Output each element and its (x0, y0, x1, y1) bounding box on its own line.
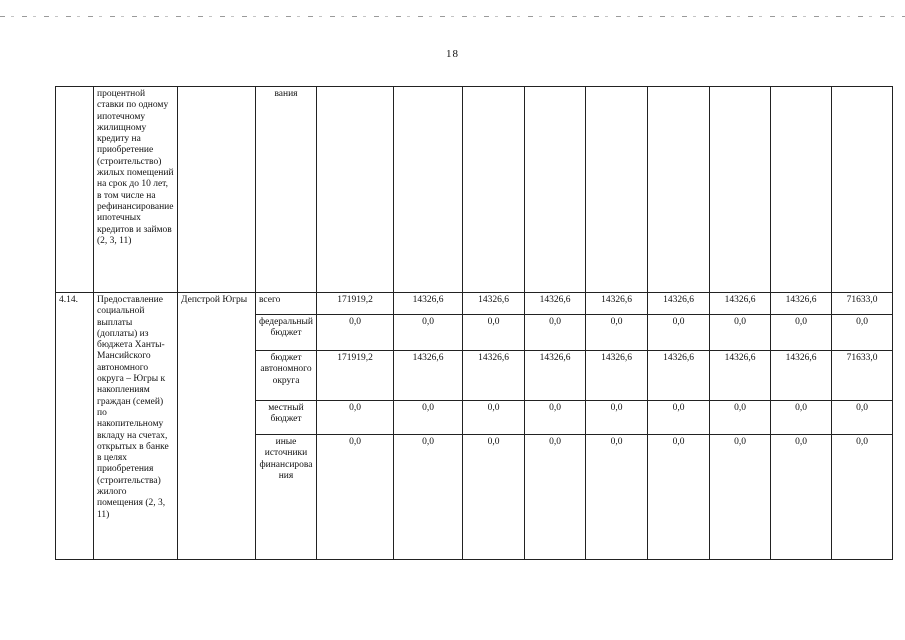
value-cell: 171919,2 (317, 351, 394, 401)
value-cell (525, 87, 586, 293)
budget-table (55, 86, 893, 560)
value-cell: 0,0 (710, 315, 771, 351)
table-row-total (56, 293, 893, 315)
value-cell: 0,0 (586, 315, 648, 351)
value-cell: 14326,6 (394, 351, 463, 401)
value-cell: 0,0 (463, 315, 525, 351)
value-cell: 14326,6 (525, 351, 586, 401)
value-cell: 0,0 (525, 435, 586, 560)
value-cell: 14326,6 (648, 351, 710, 401)
value-cell: 0,0 (710, 401, 771, 435)
value-cell: 71633,0 (832, 351, 893, 401)
value-cell: 0,0 (317, 435, 394, 560)
value-cell: 0,0 (832, 435, 893, 560)
value-cell: 0,0 (771, 435, 832, 560)
value-cell: 0,0 (317, 401, 394, 435)
page-number: 18 (446, 48, 459, 60)
value-cell (710, 87, 771, 293)
value-cell: 0,0 (463, 401, 525, 435)
funding-source-cell: бюджет автономного округа (256, 351, 317, 401)
value-cell: 14326,6 (463, 293, 525, 315)
executor-cell (178, 87, 256, 293)
value-cell: 0,0 (394, 401, 463, 435)
value-cell: 14326,6 (463, 351, 525, 401)
measure-number-cell: 4.14. (56, 293, 94, 560)
value-cell: 14326,6 (710, 351, 771, 401)
value-cell: 0,0 (394, 315, 463, 351)
value-cell (317, 87, 394, 293)
value-cell: 14326,6 (525, 293, 586, 315)
value-cell: 71633,0 (832, 293, 893, 315)
value-cell: 0,0 (771, 315, 832, 351)
measure-name-cell: Предоставление социальной выплаты (доплаты) из бюджета Ханты-Мансийского автономного округа – Югры к накоплениям граждан (семей) по накопительному вкладу на счетах, открытых в банке в целях приобретения (строительства) жилого помещения (2, 3, 11) (94, 293, 178, 560)
value-cell: 0,0 (648, 315, 710, 351)
value-cell: 0,0 (525, 401, 586, 435)
value-cell: 14326,6 (710, 293, 771, 315)
funding-source-cell: всего (256, 293, 317, 315)
value-cell: 0,0 (771, 401, 832, 435)
value-cell (648, 87, 710, 293)
funding-source-cell: вания (256, 87, 317, 293)
value-cell: 0,0 (586, 401, 648, 435)
value-cell (463, 87, 525, 293)
value-cell: 14326,6 (586, 293, 648, 315)
value-cell: 0,0 (648, 401, 710, 435)
scan-artifact-line (0, 16, 905, 17)
measure-number-cell (56, 87, 94, 293)
value-cell (394, 87, 463, 293)
table-row-continuation (56, 87, 893, 293)
value-cell (771, 87, 832, 293)
value-cell: 14326,6 (648, 293, 710, 315)
value-cell: 0,0 (463, 435, 525, 560)
value-cell: 14326,6 (771, 351, 832, 401)
value-cell: 0,0 (710, 435, 771, 560)
value-cell: 0,0 (525, 315, 586, 351)
value-cell: 0,0 (648, 435, 710, 560)
value-cell: 0,0 (317, 315, 394, 351)
value-cell: 0,0 (394, 435, 463, 560)
value-cell: 0,0 (586, 435, 648, 560)
value-cell: 14326,6 (394, 293, 463, 315)
value-cell: 171919,2 (317, 293, 394, 315)
executor-cell: Депстрой Югры (178, 293, 256, 560)
funding-source-cell: местный бюджет (256, 401, 317, 435)
value-cell: 14326,6 (771, 293, 832, 315)
value-cell: 14326,6 (586, 351, 648, 401)
measure-name-cell: процентной ставки по одному ипотечному жилищному кредиту на приобретение (строительство) жилых помещений на срок до 10 лет, в том числе на рефинансирование ипотечных кредитов и займов (2, 3, 11) (94, 87, 178, 293)
value-cell: 0,0 (832, 315, 893, 351)
value-cell (586, 87, 648, 293)
funding-source-cell: федеральный бюджет (256, 315, 317, 351)
funding-source-cell: иные источники финансирования (256, 435, 317, 560)
value-cell: 0,0 (832, 401, 893, 435)
value-cell (832, 87, 893, 293)
